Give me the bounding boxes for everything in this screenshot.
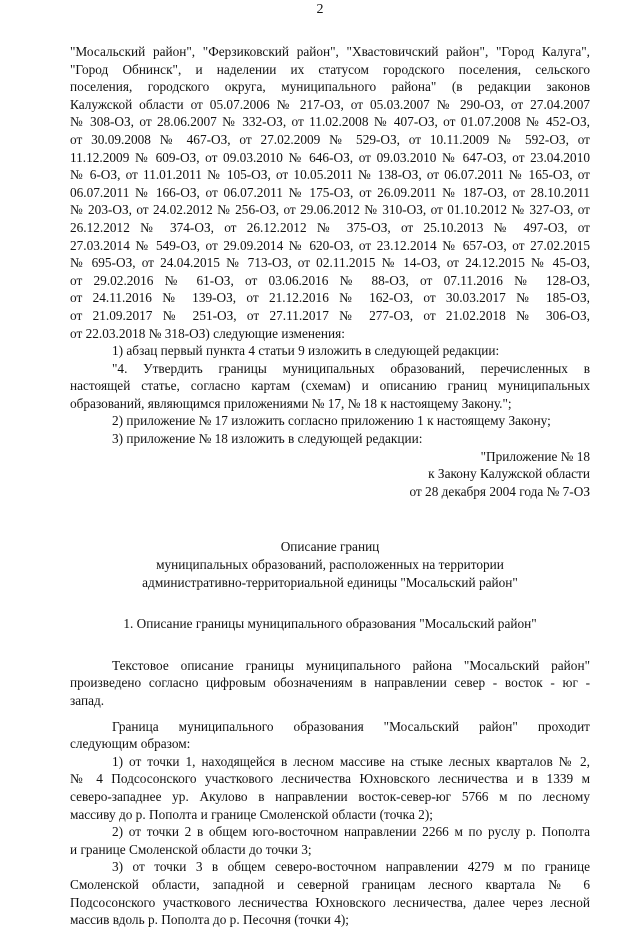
text-line: массив вдоль р. Пополта до р. Песочня (точки 4); <box>70 912 349 928</box>
text-line: 27.03.2014 № 549-ОЗ, от 29.09.2014 № 620-ОЗ, от 23.12.2014 № 657-ОЗ, от 27.02.2015 <box>70 237 590 253</box>
text-line: Смоленской области, западной и северной границам лесного квартала № 6 <box>70 876 590 892</box>
text-line: № 695-ОЗ, от 24.04.2015 № 713-ОЗ, от 02.11.2015 № 14-ОЗ, от 24.12.2015 № 45-ОЗ, <box>70 255 590 271</box>
text-line: от 29.02.2016 № 61-ОЗ, от 03.06.2016 № 88-ОЗ, от 07.11.2016 № 128-ОЗ, <box>70 272 590 288</box>
text-line: поселения, городского округа, муниципального района" (в редакции законов <box>70 79 590 95</box>
text-line: Граница муниципального образования "Мосальский район" проходит <box>112 718 590 734</box>
text-line: "Приложение № 18 <box>480 448 590 464</box>
text-line: северо-западнее ур. Акулово в направлении восток-север-юг 5766 м по лесному <box>70 788 590 804</box>
paragraph-boundary-intro <box>70 718 590 753</box>
text-line: № 308-ОЗ, от 28.06.2007 № 332-ОЗ, от 11.02.2008 № 407-ОЗ, от 01.07.2008 № 452-ОЗ, <box>70 114 590 130</box>
text-line: от 28 декабря 2004 года № 7-ОЗ <box>409 483 590 499</box>
paragraph-appendix-ref <box>70 448 590 501</box>
text-line: 2) приложение № 17 изложить согласно приложению 1 к настоящему Закону; <box>112 413 551 429</box>
text-line: от 24.11.2016 № 139-ОЗ, от 21.12.2016 № 162-ОЗ, от 30.03.2017 № 185-ОЗ, <box>70 290 590 306</box>
text-line: запад. <box>70 693 105 708</box>
text-line: административно-территориальной единицы "Мосальский район" <box>142 574 518 590</box>
text-line: 11.12.2009 № 609-ОЗ, от 09.03.2010 № 646-ОЗ, от 09.03.2010 № 647-ОЗ, от 23.04.2010 <box>70 149 590 165</box>
text-line: № 6-ОЗ, от 11.01.2011 № 105-ОЗ, от 10.05.2011 № 138-ОЗ, от 06.07.2011 № 165-ОЗ, от <box>70 167 590 183</box>
document-body <box>70 43 590 929</box>
text-line: от 30.09.2008 № 467-ОЗ, от 27.02.2009 № 529-ОЗ, от 10.11.2009 № 592-ОЗ, от <box>70 131 590 147</box>
text-line: 06.07.2011 № 166-ОЗ, от 06.07.2011 № 175-ОЗ, от 26.09.2011 № 187-ОЗ, от 28.10.2011 <box>70 184 590 200</box>
text-line: массиву до р. Пополта и границе Смоленской области (точка 2); <box>70 806 433 822</box>
text-line: Текстовое описание границы муниципального района "Мосальский район" <box>112 657 590 673</box>
text-line: "4. Утвердить границы муниципальных образований, перечисленных в <box>112 360 590 376</box>
text-line: 3) приложение № 18 изложить в следующей редакции: <box>112 431 423 447</box>
text-line: к Закону Калужской области <box>428 466 590 482</box>
text-line: Калужской области от 05.07.2006 № 217-ОЗ, от 05.03.2007 № 290-ОЗ, от 27.04.2007 <box>70 96 590 112</box>
text-line: № 203-ОЗ, от 24.02.2012 № 256-ОЗ, от 29.06.2012 № 310-ОЗ, от 01.10.2012 № 327-ОЗ, от <box>70 202 590 218</box>
paragraph-p1 <box>70 342 590 360</box>
page-number: 2 <box>316 2 324 17</box>
paragraph-gap <box>70 591 590 615</box>
paragraph-intro <box>70 43 590 342</box>
text-line: произведено согласно цифровым обозначениям в направлении север - восток - юг - <box>70 675 590 691</box>
text-line: "Мосальский район", "Ферзиковский район", "Хвастовичский район", "Город Калуга", <box>70 44 590 59</box>
paragraph-pt3 <box>70 858 590 928</box>
text-line: 3) от точки 3 в общем северо-восточном направлении 4279 м по границе <box>112 859 590 875</box>
text-line: 26.12.2012 № 374-ОЗ, от 26.12.2012 № 375-ОЗ, от 25.10.2013 № 497-ОЗ, от <box>70 219 590 235</box>
paragraph-pt2 <box>70 823 590 858</box>
paragraph-text-desc <box>70 657 590 710</box>
paragraph-gap <box>70 633 590 657</box>
text-line: настоящей статье, согласно картам (схемам) и описанию границ муниципальных <box>70 378 590 394</box>
text-line: муниципальных образований, расположенных на территории <box>156 557 504 573</box>
text-line: от 21.09.2017 № 251-ОЗ, от 27.11.2017 № 277-ОЗ, от 21.02.2018 № 306-ОЗ, <box>70 307 590 323</box>
paragraph-title <box>70 538 590 591</box>
paragraph-pt1 <box>70 753 590 823</box>
paragraph-p3 <box>70 430 590 448</box>
paragraph-gap <box>70 710 590 718</box>
text-line: № 4 Подсосонского участкового лесничества Юхновского лесничества и в 1339 м <box>70 771 590 787</box>
paragraph-gap <box>70 500 590 538</box>
text-line: от 22.03.2018 № 318-ОЗ) следующие изменения: <box>70 325 345 341</box>
text-line: образований, являющимся приложениями № 17, № 18 к настоящему Закону."; <box>70 395 512 411</box>
paragraph-quote4 <box>70 360 590 413</box>
paragraph-section1 <box>70 615 590 633</box>
text-line: Описание границ <box>280 539 380 555</box>
text-line: 1) от точки 1, находящейся в лесном массиве на стыке лесных кварталов № 2, <box>112 753 590 769</box>
text-line: следующим образом: <box>70 736 191 752</box>
text-line: 1) абзац первый пункта 4 статьи 9 изложить в следующей редакции: <box>112 343 500 359</box>
text-line: "Город Обнинск", и наделении их статусом городского поселения, сельского <box>70 61 590 77</box>
paragraph-p2 <box>70 412 590 430</box>
text-line: 1. Описание границы муниципального образования "Мосальский район" <box>123 616 537 632</box>
text-line: Подсосонского участкового лесничества Юхновского лесничества, далее через лесной <box>70 894 590 910</box>
text-line: 2) от точки 2 в общем юго-восточном направлении 2266 м по руслу р. Пополта <box>112 824 590 840</box>
text-line: и границе Смоленской области до точки 3; <box>70 841 312 857</box>
